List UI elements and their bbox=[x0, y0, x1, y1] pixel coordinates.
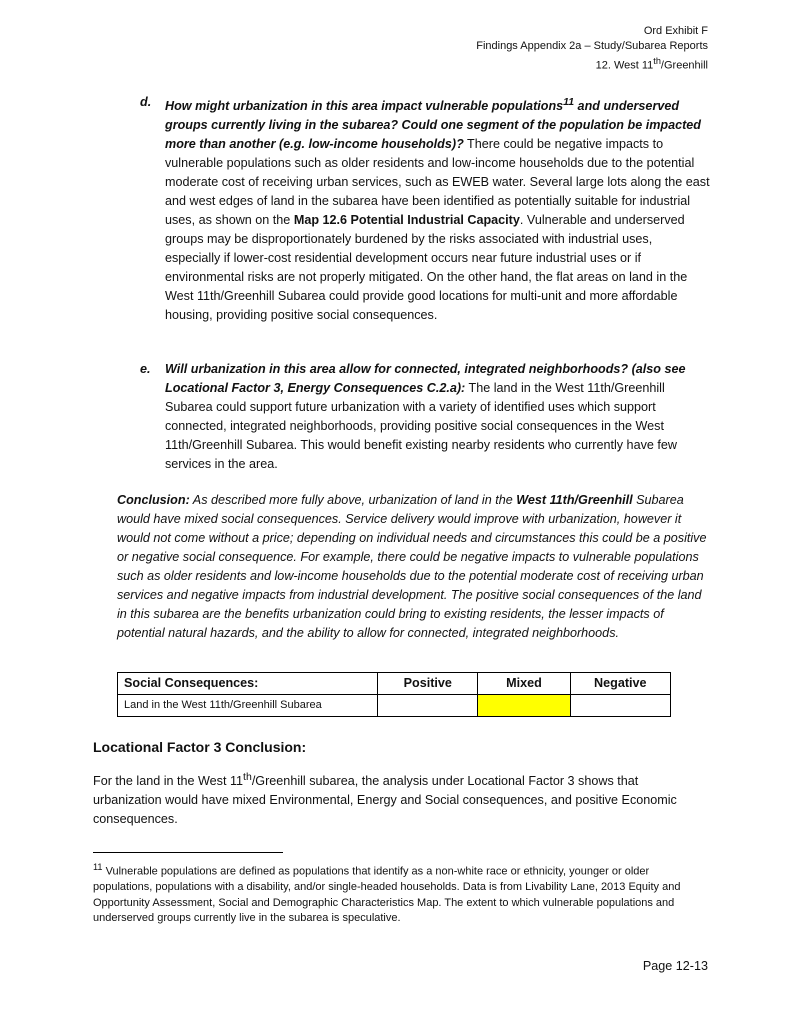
item-d-text: How might urbanization in this area impact vulnerable populations$^{11}$ and underserved groups currently living in the subarea? Could one segment of the population be impacted more than another (e.g. low-income households)? There could be negative impacts to vulnerable populations such as older residents and low-income households due to the potential moderate cost of receiving urban services, such as EWEB water. Several large lots along the east and west edges of land in the subarea have been identified as potentially suitable for industrial uses, as shown on the Map 12.6 Potential Industrial Capacity. Vulnerable and underserved groups may be disproportionately burdened by the risks associated with industrial uses, especially if lower-cost residential development occurs near future industrial uses or if environmental risks are not properly mitigated. On the other hand, the flat areas on land in the West 11th/Greenhill Subarea could provide good locations for multi-unit and more affordable housing, providing positive social consequences. bbox=[165, 96, 710, 323]
page-number: Page 12-13 bbox=[642, 959, 708, 973]
lf3-heading: Locational Factor 3 Conclusion: bbox=[93, 739, 307, 755]
header-social-consequences: Social Consequences: bbox=[118, 673, 378, 695]
positive-cell bbox=[378, 695, 478, 717]
mixed-cell bbox=[478, 695, 570, 717]
page-header bbox=[476, 24, 708, 74]
item-d-letter: d. bbox=[140, 95, 152, 109]
footnote-divider bbox=[93, 852, 283, 853]
row-label: Land in the West 11th/Greenhill Subarea bbox=[118, 695, 378, 717]
exhibit-label: Ord Exhibit F bbox=[643, 25, 708, 37]
item-e-question: Will urbanization in this area allow for connected, integrated neighborhoods? (also see Locational Factor 3, Energy Consequences C.2.a): bbox=[165, 362, 686, 395]
item-e bbox=[140, 360, 710, 474]
table-row bbox=[118, 695, 671, 717]
item-d bbox=[140, 93, 710, 325]
social-conclusion: Conclusion: As described more fully above, urbanization of land in the West 11th/Greenhill Subarea would have mixed social consequences. Service delivery would improve with urbanization, however it would not come without a price; depending on individual needs and circumstances this could be a positive or negative social consequence. For example, there could be negative impacts to vulnerable populations such as older residents and low-income households due to the potential moderate cost of receiving urban services and negative impacts from industrial development. The positive social consequences of the land in this subarea are the benefits urbanization could bring to existing residents, the lesser impacts of potential natural hazards, and the ability to allow for connected, integrated neighborhoods. bbox=[117, 493, 707, 640]
negative-cell bbox=[570, 695, 670, 717]
subarea-label: 12. West 11th/Greenhill bbox=[595, 56, 708, 72]
item-d-question: How might urbanization in this area impact vulnerable populations$^{11}$ and underserved groups currently living in the subarea? Could one segment of the population be impacted more than another (e.g. low-income households)? bbox=[165, 96, 701, 152]
header-positive: Positive bbox=[378, 673, 478, 695]
lf3-paragraph: For the land in the West 11th/Greenhill subarea, the analysis under Locational Factor 3 shows that urbanization would have mixed Environmental, Energy and Social consequences, and positive Economic consequences. bbox=[93, 771, 677, 827]
item-e-letter: e. bbox=[140, 362, 151, 376]
item-e-text: Will urbanization in this area allow for connected, integrated neighborhoods? (also see Locational Factor 3, Energy Consequences C.2.a): The land in the West 11th/Greenhill Subarea could support future urbanization with a variety of identified uses which support connected, integrated neighborhoods, providing positive social consequences in the West 11th/Greenhill Subarea. This would benefit existing nearby residents who currently have few services in the area. bbox=[165, 362, 686, 471]
social-consequences-table bbox=[117, 672, 671, 717]
header-negative: Negative bbox=[570, 673, 670, 695]
appendix-label: Findings Appendix 2a – Study/Subarea Reports bbox=[476, 40, 708, 52]
map-reference: Map 12.6 Potential Industrial Capacity bbox=[293, 213, 520, 228]
footnote-ref: 11 bbox=[563, 96, 575, 108]
conclusion-label: Conclusion: bbox=[117, 493, 190, 507]
table-header-row bbox=[118, 673, 671, 695]
footnote: $^{11}$ Vulnerable populations are defined as populations that identify as a non-white race or ethnicity, younger or older populations, populations with a disability, and/or single-headed households. Data is from Livability Lane, 2013 Equity and Opportunity Assessment, Social and Demographic Characteristics Map. The extent to which vulnerable populations and underserved groups currently live in the subarea is speculative. bbox=[93, 862, 681, 925]
footnote-mark: 11 bbox=[93, 862, 103, 872]
conclusion-subarea: West 11th/Greenhill bbox=[516, 493, 633, 507]
header-mixed: Mixed bbox=[478, 673, 570, 695]
